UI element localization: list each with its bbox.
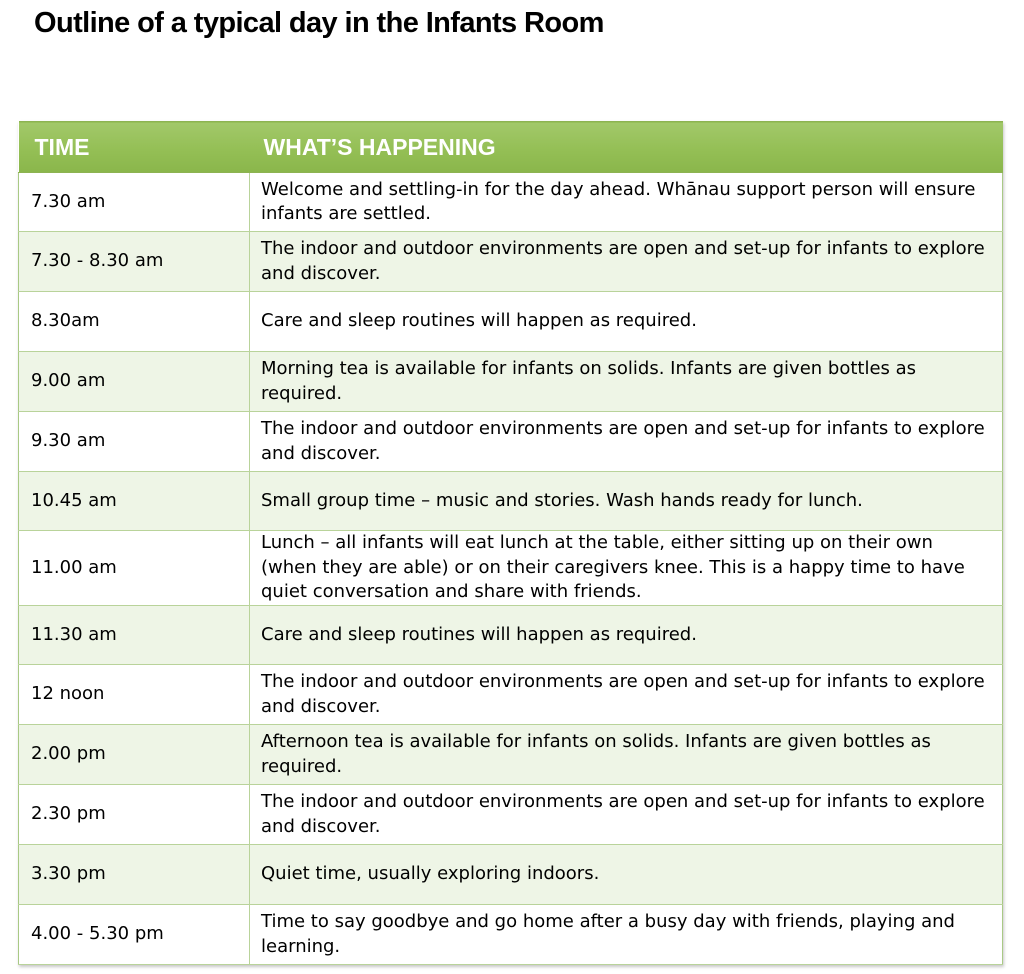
time-cell: 7.30 - 8.30 am <box>19 232 250 292</box>
activity-cell: Quiet time, usually exploring indoors. <box>250 845 1003 905</box>
activity-cell: The indoor and outdoor environments are open and set-up for infants to explore and discover. <box>250 412 1003 472</box>
table-row <box>19 412 1003 472</box>
table-body <box>19 173 1003 965</box>
activity-cell: Morning tea is available for infants on solids. Infants are given bottles as required. <box>250 352 1003 412</box>
table-row <box>19 725 1003 785</box>
time-cell: 8.30am <box>19 292 250 352</box>
activity-cell: Lunch – all infants will eat lunch at the table, either sitting up on their own (when they are able) or on their caregivers knee. This is a happy time to have quiet conversation and share with friends. <box>250 531 1003 606</box>
activity-cell: The indoor and outdoor environments are open and set-up for infants to explore and discover. <box>250 232 1003 292</box>
time-cell: 4.00 - 5.30 pm <box>19 905 250 965</box>
table-row <box>19 845 1003 905</box>
activity-column-header: WHAT’S HAPPENING <box>250 122 1003 173</box>
time-cell: 9.00 am <box>19 352 250 412</box>
time-cell: 11.00 am <box>19 531 250 606</box>
table-row <box>19 606 1003 665</box>
time-cell: 2.00 pm <box>19 725 250 785</box>
time-cell: 2.30 pm <box>19 785 250 845</box>
daily-schedule-table <box>18 121 1003 965</box>
table-row <box>19 472 1003 531</box>
table-row <box>19 173 1003 232</box>
table-row <box>19 785 1003 845</box>
time-column-header: TIME <box>19 122 250 173</box>
table-row <box>19 352 1003 412</box>
activity-cell: The indoor and outdoor environments are open and set-up for infants to explore and discover. <box>250 785 1003 845</box>
header-row <box>19 122 1003 173</box>
table-row <box>19 232 1003 292</box>
time-cell: 10.45 am <box>19 472 250 531</box>
table-header <box>19 122 1003 173</box>
table-row <box>19 905 1003 965</box>
activity-cell: Welcome and settling-in for the day ahead. Whānau support person will ensure infants are settled. <box>250 173 1003 232</box>
activity-cell: Time to say goodbye and go home after a busy day with friends, playing and learning. <box>250 905 1003 965</box>
time-cell: 11.30 am <box>19 606 250 665</box>
page-title: Outline of a typical day in the Infants Room <box>34 7 604 39</box>
table-row <box>19 292 1003 352</box>
table-row <box>19 665 1003 725</box>
activity-cell: Small group time – music and stories. Wash hands ready for lunch. <box>250 472 1003 531</box>
time-cell: 7.30 am <box>19 173 250 232</box>
time-cell: 3.30 pm <box>19 845 250 905</box>
activity-cell: Care and sleep routines will happen as required. <box>250 292 1003 352</box>
activity-cell: Afternoon tea is available for infants on solids. Infants are given bottles as required. <box>250 725 1003 785</box>
activity-cell: Care and sleep routines will happen as required. <box>250 606 1003 665</box>
table-row <box>19 531 1003 606</box>
activity-cell: The indoor and outdoor environments are open and set-up for infants to explore and discover. <box>250 665 1003 725</box>
time-cell: 9.30 am <box>19 412 250 472</box>
time-cell: 12 noon <box>19 665 250 725</box>
